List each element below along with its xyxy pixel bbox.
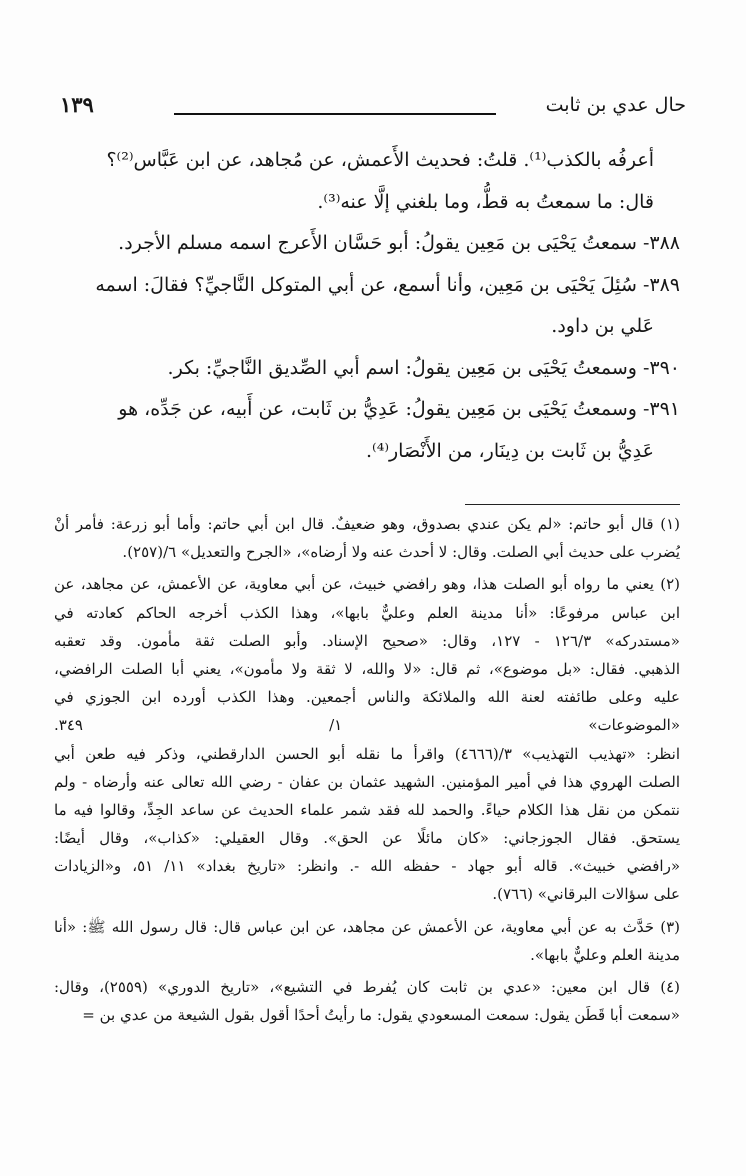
main-text: [56, 140, 680, 472]
main-text-line: ٣٨٩- سُئِلَ يَحْيَى بن مَعِين، وأنا أسمع، عن أبي المتوكل النَّاجيِّ؟ فقالَ: اسمه: [95, 273, 680, 296]
footnote-line: «الموضوعات» ١/ ٣٤٩.: [54, 716, 680, 735]
footnote: [54, 510, 680, 566]
footnote-line: انظر: «تهذيب التهذيب» ٣/(٤٦٦٦) واقرأ ما نقله أبو الحسن الدارقطني، وذكر فيه طعن أبي: [54, 744, 680, 763]
header-rule: [174, 113, 496, 115]
footnote-line: (١) قال أبو حاتم: «لم يكن عندي بصدوق، وهو ضعيفٌ. قال ابن أبي حاتم: وأما أبو زرعة: فأمر أنْ: [54, 515, 680, 533]
footnote-line: (٢) يعني ما رواه أبو الصلت هذا، وهو رافضي خبيث، عن أبي معاوية، عن الأعمش، عن مجاهد، عن: [54, 575, 680, 594]
footnote-line: على سؤالات البرقاني» (٧٦٦).: [492, 885, 680, 904]
footnote-line: (٣) حَدَّث به عن أبي معاوية، عن الأعمش عن مجاهد، عن ابن عباس قال: قال رسول الله ﷺ: «أنا: [54, 917, 680, 936]
footnote-line: مدينة العلم وعليٌّ بابها».: [530, 945, 680, 964]
footnote-line: «سمعت أبا قَطَن يقول: سمعت المسعودي يقول: ما رأيتُ أحدًا أقول بقول الشيعة من عدي بن =: [82, 1006, 680, 1025]
footnote-line: الصلت الهروي هذا في أمير المؤمنين. الشهيد عثمان بن عفان - رضي الله تعالى عنه وأرضاه - ولم: [54, 772, 680, 791]
footnote-line: (٤) قال ابن معين: «عدي بن ثابت كان يُفرط في التشيع»، «تاريخ الدوري» (٢٥٥٩)، وقال:: [54, 978, 680, 996]
footnote-separator: [465, 504, 680, 505]
main-text-line: قال: ما سمعتُ به قطُّ، وما بلغني إلَّا عنه⁽³⁾.: [317, 190, 654, 213]
footnote-line: عليه وعلى طائفته لعنة الله والملائكة والناس أجمعين. وهذا الكذب أورده ابن الجوزي في: [54, 688, 680, 707]
footnotes: [54, 510, 680, 1029]
main-text-line: عَلي بن داود.: [551, 315, 654, 337]
footnote-line: الذهبي. فقال: «بل موضوع»، ثم قال: «لا والله، لا ثقة ولا مأمون»، يعني أبا الصلت الرافضي،: [54, 659, 680, 678]
footnote: [54, 570, 680, 908]
page-header: [60, 94, 686, 124]
footnote-line: ابن عباس مرفوعًا: «أنا مدينة العلم وعليٌّ بابها»، وهذا الكذب أخرجه الحاكم كعادته في: [54, 603, 680, 622]
main-text-line: ٣٩١- وسمعتُ يَحْيَى بن مَعِين يقولُ: عَدِيُّ بن ثَابت، عن أَبيه، عن جَدِّه، هو: [118, 398, 680, 420]
footnote-line: يستحق. فقال الجوزجاني: «كان مائلًا عن الحق». وقال العقيلي: «كذاب»، وقال أيضًا:: [54, 829, 680, 848]
footnote-line: «رافضي خبيث». قاله أبو جهاد - حفظه الله -. وانظر: «تاريخ بغداد» ١١/ ٥١، و«الزيادات: [54, 857, 680, 876]
footnote-line: نتمكن من نقل هذا الكلام حياءً. والحمد لله فقد شمر علماء الحديث عن ساعد الجِدِّ، وقالوا فيه ما: [54, 800, 680, 819]
running-title: حال عدي بن ثابت: [545, 94, 686, 116]
footnote: [54, 973, 680, 1029]
main-text-line: ٣٩٠- وسمعتُ يَحْيَى بن مَعِين يقولُ: اسم أبي الصِّديق النَّاجيِّ: بكر.: [167, 356, 680, 379]
main-text-line: عَدِيُّ بن ثَابت بن دِينَار، من الأَنْصَار⁽⁴⁾.: [365, 439, 654, 462]
main-text-line: ٣٨٨- سمعتُ يَحْيَى بن مَعِين يقولُ: أبو حَسَّان الأَعرج اسمه مسلم الأجرد.: [118, 232, 680, 254]
main-text-line: أعرفُه بالكذب⁽¹⁾. قلتُ: فحديث الأَعمش، عن مُجاهد، عن ابن عَبَّاس⁽²⁾؟: [106, 149, 654, 171]
footnote-line: يُضرب على حديث أبي الصلت. وقال: لا أحدث عنه ولا أرضاه»، «الجرح والتعديل» ٦/(٢٥٧).: [122, 543, 680, 562]
footnote-line: «مستدركه» ١٢٦/٣ - ١٢٧، وقال: «صحيح الإسناد. وأبو الصلت ثقة مأمون. وقد تعقبه: [54, 631, 680, 650]
page-number: ١٣٩: [60, 92, 94, 117]
footnote: [54, 913, 680, 969]
